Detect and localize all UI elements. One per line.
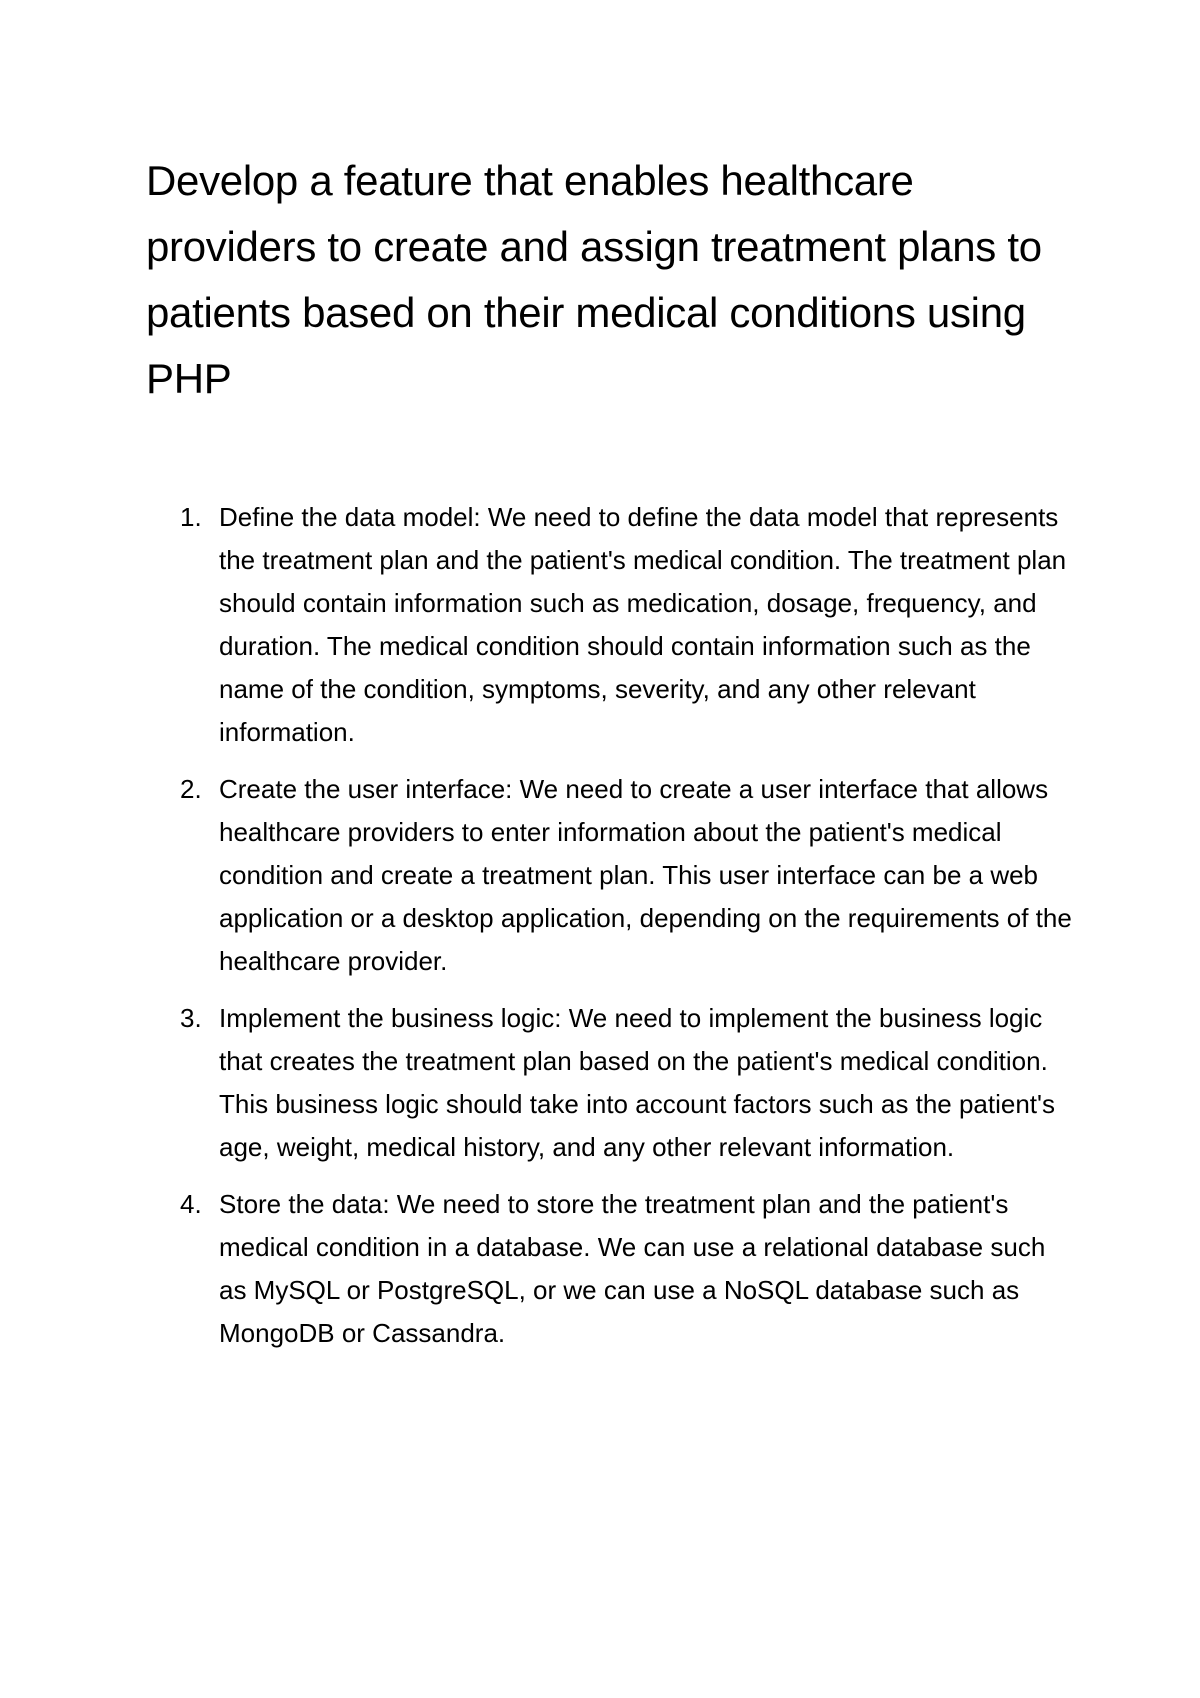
step-text: Create the user interface: We need to create a user interface that allows healthcare providers to enter information about the patient's medical condition and create a treatment plan. This user interface can be a web application or a desktop application, depending on the requirements of the healthcare provider. [219, 774, 1072, 976]
document-title: Develop a feature that enables healthcare providers to create and assign treatment plans to patients based on their medical conditions using PHP [146, 157, 1042, 402]
step-text: Store the data: We need to store the treatment plan and the patient's medical condition in a database. We can use a relational database such as MySQL or PostgreSQL, or we can use a NoSQL database such as MongoDB or Cassandra. [219, 1189, 1046, 1348]
step-item-4 [146, 1183, 1076, 1355]
step-item-3 [146, 997, 1076, 1169]
step-number: 3. [180, 1003, 202, 1033]
step-number: 4. [180, 1189, 202, 1219]
step-text: Define the data model: We need to define the data model that represents the treatment plan and the patient's medical condition. The treatment plan should contain information such as medication, dosage, frequency, and duration. The medical condition should contain information such as the name of the condition, symptoms, severity, and any other relevant information. [219, 502, 1067, 747]
step-number: 1. [180, 502, 202, 532]
step-item-1 [146, 496, 1076, 754]
step-item-2 [146, 768, 1076, 983]
step-number: 2. [180, 774, 202, 804]
steps-list [146, 496, 1076, 1369]
step-text: Implement the business logic: We need to implement the business logic that creates the treatment plan based on the patient's medical condition. This business logic should take into account factors such as the patient's age, weight, medical history, and any other relevant information. [219, 1003, 1055, 1162]
